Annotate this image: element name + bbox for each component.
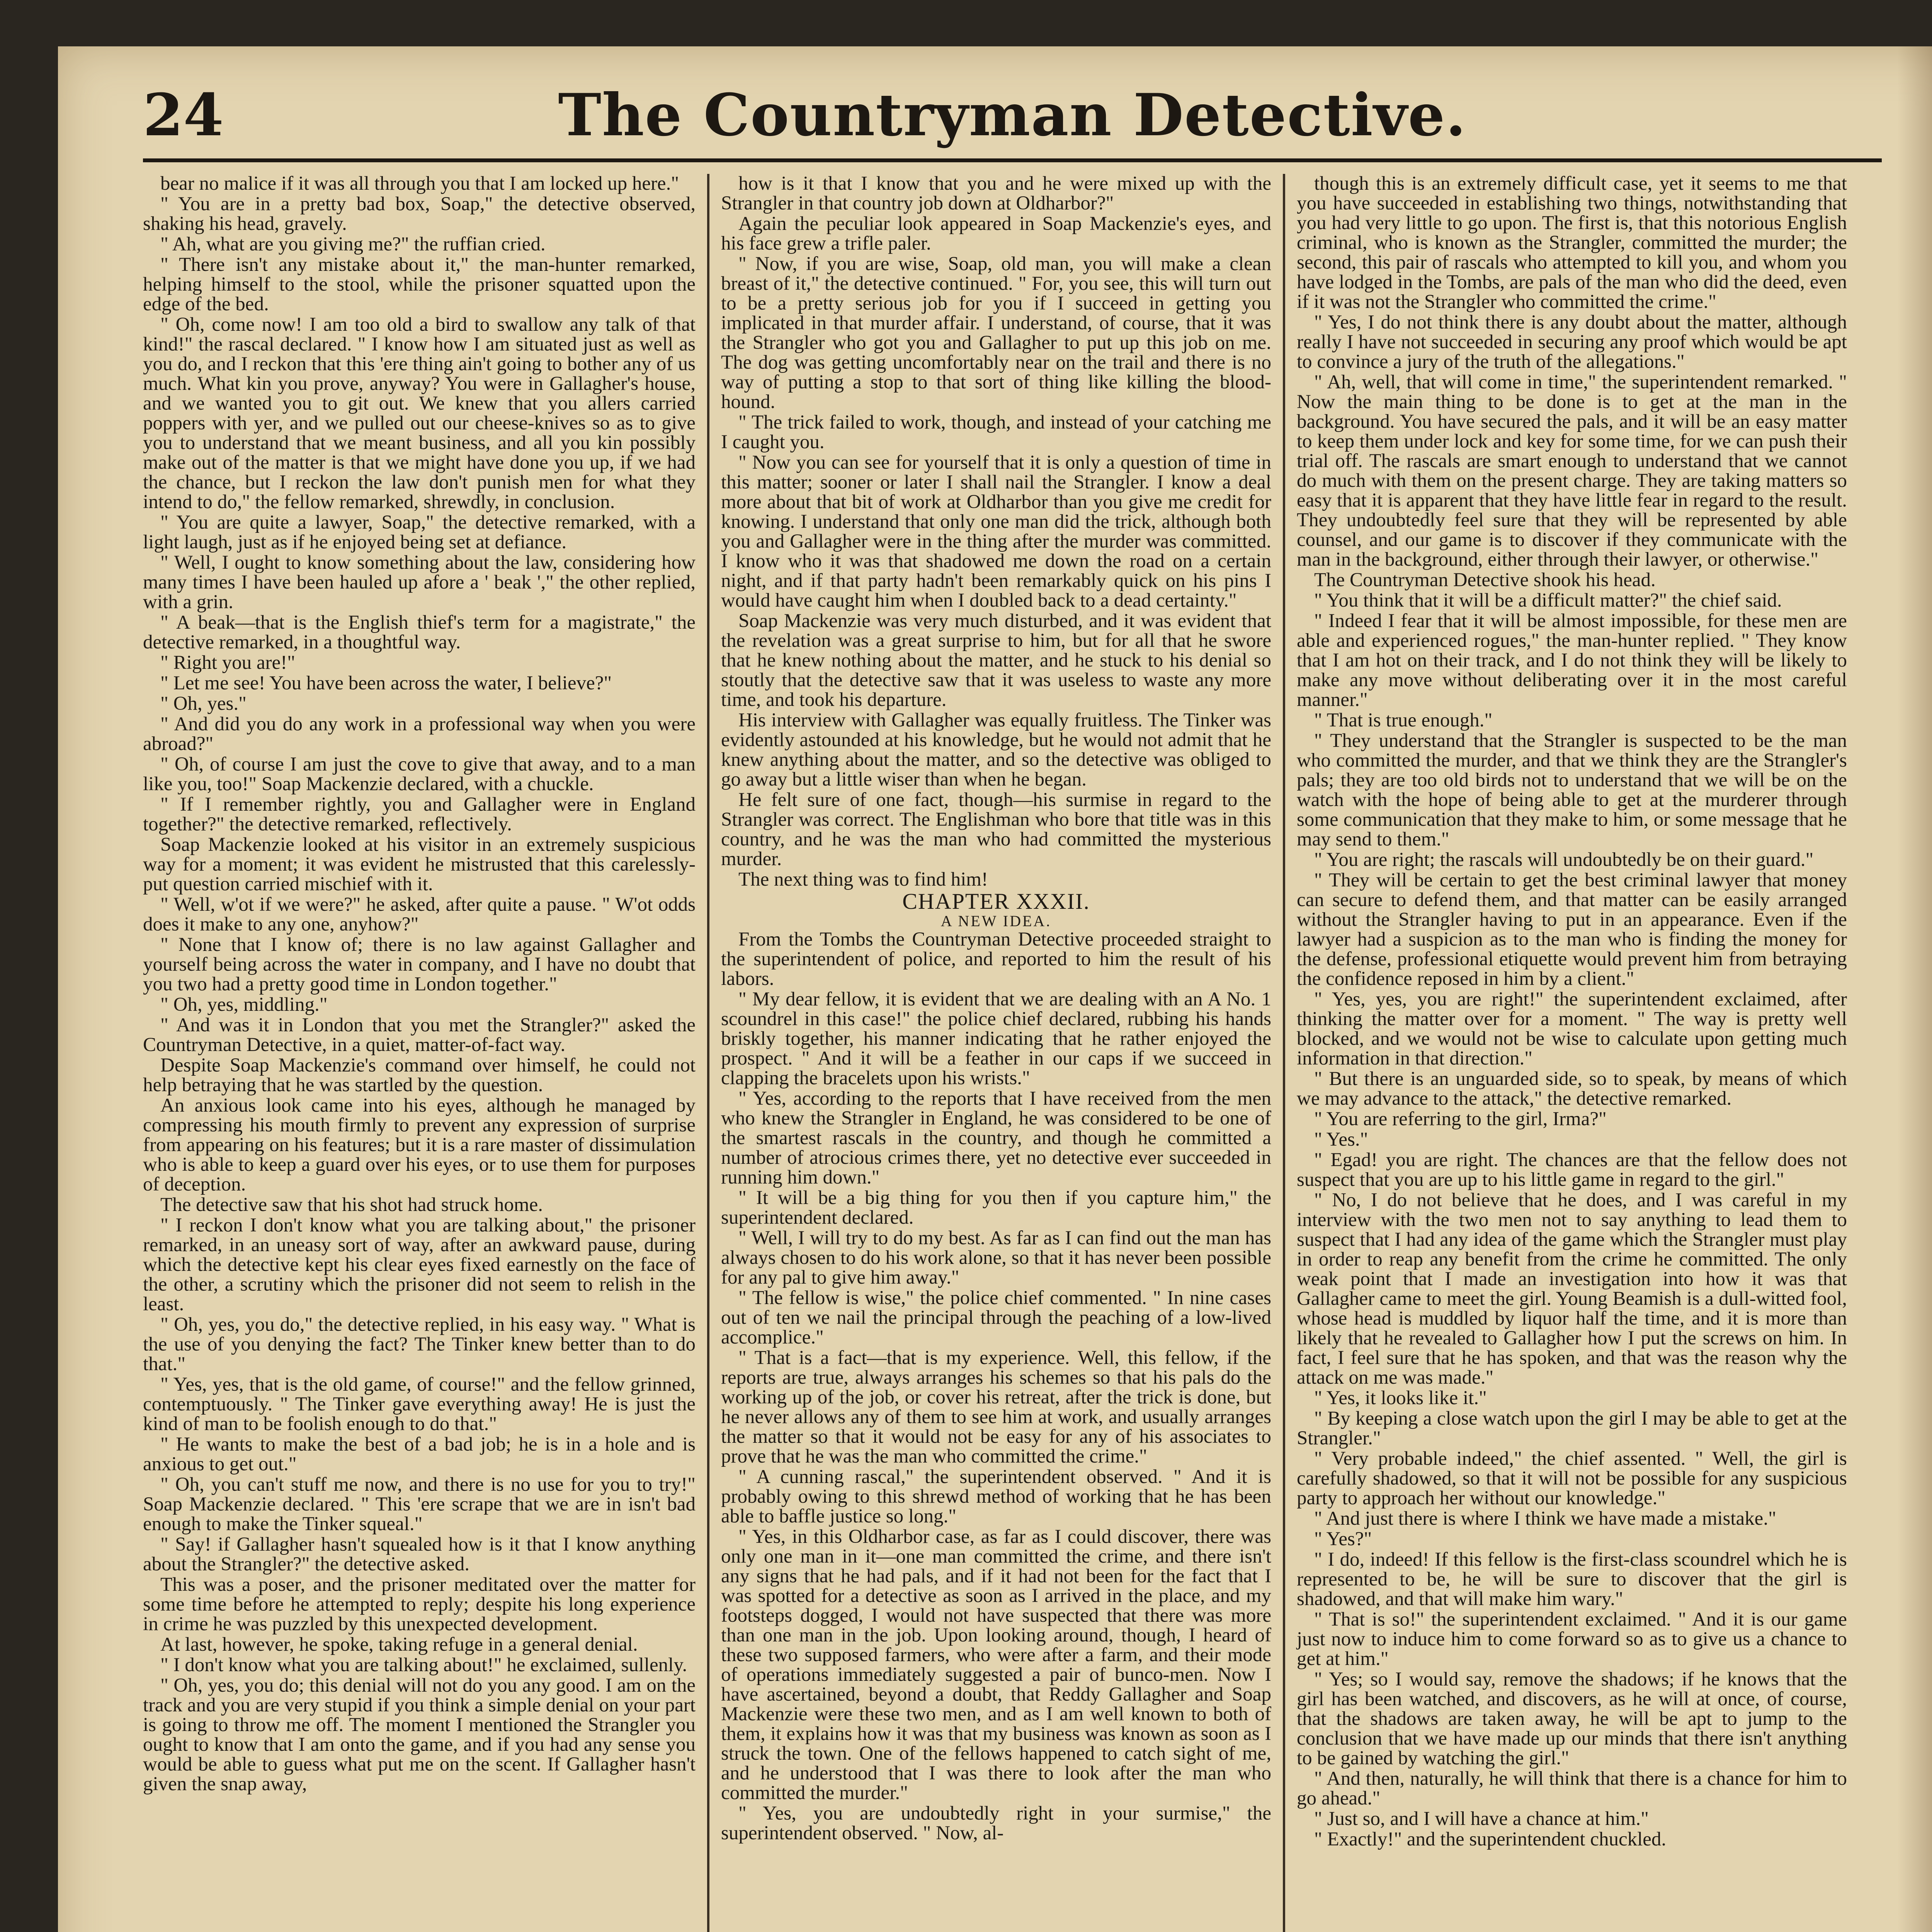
paragraph: " Just so, and I will have a chance at him." (1314, 1808, 1649, 1830)
paragraph: " Egad! you are right. The chances are that the fellow does not suspect that you are up to his little game in regard to the girl." (1297, 1149, 1847, 1190)
paragraph: " But there is an unguarded side, so to speak, by means of which we may advance to the attack," the detective remarked. (1297, 1068, 1847, 1109)
paragraph: " They understand that the Strangler is suspected to be the man who committed the murder, and that we think they are the Strangler's pals; they are too old birds not to understand that we will be on the watch with the hope of being able to get at the murderer through some communication that they make to him, or some message that he may send to them." (1297, 730, 1847, 850)
paragraph: " That is a fact—that is my experience. Well, this fellow, if the reports are true, always arranges his schemes so that his pals do the working up of the job, or cover his retreat, after the trick is done, but he never allows any of them to see him at work, and usually arranges the matter so that it would not be easy for any of his associates to prove that he was the man who committed the crime." (721, 1347, 1271, 1467)
paragraph: " By keeping a close watch upon the girl I may be able to get at the Strangler." (1297, 1408, 1847, 1449)
page-number: 24 (143, 81, 224, 149)
paragraph: " I reckon I don't know what you are talking about," the prisoner remarked, in an uneasy sort of way, after an awkward pause, during which the detective kept his clear eyes fixed earnestly on the face of the other, a scrutiny which the prisoner did not seem to relish in the least. (143, 1214, 696, 1315)
paragraph: " Well, I will try to do my best. As far as I can find out the man has always chosen to do his work alone, so that it has never been possible for any pal to give him away." (721, 1227, 1271, 1288)
paragraph: " And did you do any work in a professional way when you were abroad?" (143, 713, 696, 755)
paragraph: " That is true enough." (1314, 709, 1493, 731)
paragraph: " Now you can see for yourself that it is only a question of time in this matter; sooner or later I shall nail the Strangler. I know a deal more about that bit of work at Oldharbor than you give me credit for knowing. I understand that only one man did the trick, although both you and Gallagher were in the thing after the murder was committed. I know who it was that shadowed me down the road on a certain night, and if that party hadn't been remarkably quick on his pins I would have caught him when I doubled back to a dead certainty." (721, 452, 1271, 611)
paragraph: " Exactly!" and the superintendent chuckled. (1314, 1828, 1667, 1850)
paragraph: " Oh, of course I am just the cove to give that away, and to a man like you, too!" Soap Mackenzie declared, with a chuckle. (143, 753, 696, 795)
paragraph: " There isn't any mistake about it," the man-hunter remarked, helping himself to the stool, while the prisoner squatted upon the edge of the bed. (143, 254, 696, 315)
paragraph: Soap Mackenzie was very much disturbed, and it was evident that the revelation was a great surprise to him, but for all that he swore that he knew nothing about the matter, and he stuck to his denial so stoutly that the detective saw that it was useless to waste any more time, and took his departure. (721, 610, 1271, 711)
paragraph: " Yes?" (1314, 1528, 1372, 1550)
paragraph: " Ah, well, that will come in time," the superintendent remarked. " Now the main thing to be done is to get at the man in the background. You have secured the pals, and it will be an easy matter to keep them under lock and key for some time, for we can push their trial off. The rascals are smart enough to understand that we cannot do much with them on the present charge. They are taking matters so easy that it is apparent that they have little fear in regard to the result. They undoubtedly feel sure that they will be represented by able counsel, and our game is to discover if they communicate with the man in the background, either through their lawyer, or otherwise." (1297, 371, 1847, 570)
paragraph: " Oh, yes, you do," the detective replied, in his easy way. " What is the use of you denying the fact? The Tinker knew better than to do that." (143, 1314, 696, 1375)
column-3 (1283, 174, 1859, 1932)
paragraph: Despite Soap Mackenzie's command over himself, he could not help betraying that he was startled by the question. (143, 1054, 696, 1096)
page-spine-shadow (1897, 46, 1932, 1932)
paragraph: " Very probable indeed," the chief assented. " Well, the girl is carefully shadowed, so that it will not be possible for any suspicious party to approach her without our knowledge." (1297, 1448, 1847, 1509)
paragraph: " Yes, yes, you are right!" the superintendent exclaimed, after thinking the matter over for a moment. " The way is pretty well blocked, and we would not be wise to calculate upon getting much information in that direction." (1297, 988, 1847, 1069)
paragraph: " Yes, it looks like it." (1314, 1387, 1487, 1409)
paragraph: " That is so!" the superintendent exclaimed. " And it is our game just now to induce him to come forward so as to give us a chance to get at him." (1297, 1609, 1847, 1670)
paragraph: This was a poser, and the prisoner meditated over the matter for some time before he attempted to reply; despite his long experience in crime he was puzzled by this unexpected development. (143, 1574, 696, 1635)
paragraph: " Now, if you are wise, Soap, old man, you will make a clean breast of it," the detective continued. " For, you see, this will turn out to be a pretty serious job for you if I succeed in getting you implicated in that murder affair. I understand, of course, that it was the Strangler who got you and Gallagher to put up this job on me. The dog was getting uncomfortably near on the trail and there is no way of putting a stop to that sort of thing like killing the blood-hound. (721, 253, 1271, 413)
running-title: The Countryman Detective. (558, 81, 1467, 149)
paragraph: At last, however, he spoke, taking refuge in a general denial. (160, 1634, 638, 1655)
paragraph: " A cunning rascal," the superintendent observed. " And it is probably owing to this shrewd method of working that he has been able to baffle justice so long." (721, 1466, 1271, 1527)
column-1 (131, 174, 707, 1932)
paragraph: " He wants to make the best of a bad job; he is in a hole and is anxious to get out." (143, 1434, 696, 1475)
paragraph: The next thing was to find him! (738, 869, 988, 890)
paragraph: " Well, w'ot if we were?" he asked, after quite a pause. " W'ot odds does it make to any one, anyhow?" (143, 894, 696, 935)
paragraph: " Well, I ought to know something about the law, considering how many times I have been hauled up afore a ' beak '," the other replied, with a grin. (143, 552, 696, 613)
magazine-page (58, 46, 1932, 1932)
paragraph: Soap Mackenzie looked at his visitor in an extremely suspicious way for a moment; it was evident he mistrusted that this carelessly-put question carried mischief with it. (143, 834, 696, 895)
paragraph: " A beak—that is the English thief's term for a magistrate," the detective remarked, in a thoughtful way. (143, 612, 696, 653)
paragraph: " Yes, yes, that is the old game, of course!" and the fellow grinned, contemptuously. " The Tinker gave everything away! He is just the kind of man to be foolish enough to do that." (143, 1374, 696, 1435)
paragraph: " It will be a big thing for you then if you capture him," the superintendent declared. (721, 1187, 1271, 1228)
chapter-subtitle: A NEW IDEA. (940, 912, 1052, 930)
text-columns (131, 174, 1878, 1932)
paragraph: " They will be certain to get the best criminal lawyer that money can secure to defend them, and that matter can be easily arranged without the Strangler having to put in an appearance. Even if the lawyer had a suspicion as to the man who is finding the money for the defense, professional etiquette would prevent him from betraying the confidence reposed in him by a client." (1297, 869, 1847, 990)
paragraph: " And was it in London that you met the Strangler?" asked the Countryman Detective, in a quiet, matter-of-fact way. (143, 1014, 696, 1056)
paragraph: An anxious look came into his eyes, although he managed by compressing his mouth firmly to prevent any expression of surprise from appearing on his features; but it is a rare master of dissimulation who is able to keep a guard over his eyes, or to use them for purposes of deception. (143, 1095, 696, 1195)
paragraph: He felt sure of one fact, though—his surmise in regard to the Strangler was correct. The Englishman who bore that title was in this country, and he was the man who had committed the mysterious murder. (721, 789, 1271, 870)
chapter-heading: CHAPTER XXXII. (902, 889, 1090, 914)
paragraph: " I do, indeed! If this fellow is the first-class scoundrel which he is represented to be, he will be sure to discover that the girl is shadowed, and that will make him wary." (1297, 1549, 1847, 1610)
paragraph: " The fellow is wise," the police chief commented. " In nine cases out of ten we nail the principal through the peaching of a low-lived accomplice." (721, 1287, 1271, 1348)
paragraph: " Yes, according to the reports that I have received from the men who knew the Strangler in England, he was considered to be one of the smartest rascals in the country, and though he committed a number of atrocious crimes there, yet no detective ever succeeded in running him down." (721, 1088, 1271, 1188)
paragraph: " You are quite a lawyer, Soap," the detective remarked, with a light laugh, just as if he enjoyed being set at defiance. (143, 512, 696, 553)
paragraph: " My dear fellow, it is evident that we are dealing with an A No. 1 scoundrel in this case!" the police chief declared, rubbing his hands briskly together, his manner indicating that he rather enjoyed the prospect. " And it will be a feather in our caps if we succeed in clapping the bracelets upon his wrists." (721, 988, 1271, 1089)
column-2-part-after-chapter (721, 930, 1271, 1843)
paragraph: bear no malice if it was all through you that I am locked up here." (160, 174, 679, 194)
paragraph: " None that I know of; there is no law against Gallagher and yourself being across the water in company, and I have no doubt that you two had a pretty good time in London together." (143, 934, 696, 995)
paragraph: " The trick failed to work, though, and instead of your catching me I caught you. (721, 412, 1271, 453)
paragraph: " And then, naturally, he will think that there is a chance for him to go ahead." (1297, 1768, 1847, 1809)
paragraph: " Oh, yes, middling." (160, 994, 328, 1015)
paragraph: " And just there is where I think we have made a mistake." (1314, 1508, 1776, 1529)
paragraph: " You are in a pretty bad box, Soap," the detective observed, shaking his head, gravely. (143, 193, 696, 235)
paragraph: " Say! if Gallagher hasn't squealed how is it that I know anything about the Strangler?" the detective asked. (143, 1534, 696, 1575)
paragraph: " Yes, you are undoubtedly right in your surmise," the superintendent observed. " Now, al- (721, 1803, 1271, 1844)
paragraph: " I don't know what you are talking about!" he exclaimed, sullenly. (160, 1654, 687, 1676)
paragraph: how is it that I know that you and he were mixed up with the Strangler in that country job down at Oldharbor?" (721, 174, 1271, 214)
column-2 (707, 174, 1283, 1932)
paragraph: " Indeed I fear that it will be almost impossible, for these men are able and experienced rogues," the man-hunter replied. " They know that I am hot on their track, and I do not think they will be likely to make any move without deliberating over it in the most careful manner." (1297, 610, 1847, 711)
column-2-part-before-chapter (721, 174, 1271, 889)
paragraph: " Yes; so I would say, remove the shadows; if he knows that the girl has been watched, and discovers, as he will at once, of course, that the shadows are taken away, he will be apt to jump to the conclusion that we have made up our minds that there isn't anything to be gained by watching the girl." (1297, 1668, 1847, 1769)
paragraph: " Yes, in this Oldharbor case, as far as I could discover, there was only one man in it—one man committed the crime, and there isn't any signs that he had pals, and if it had not been for the fact that I was spotted for a detective as soon as I arrived in the place, and my footsteps dogged, I would not have suspected that there was more than one man in the job. Upon looking around, though, I heard of these two supposed farmers, who were after a farm, and their mode of operations immediately suggested a pair of bunco-men. Now I have ascertained, beyond a doubt, that Reddy Gallagher and Soap Mackenzie were these two men, and as I am well known to both of them, it explains how it was that my business was known as soon as I struck the town. One of the fellows happened to catch sight of me, and he understood that I was there to look after the man who committed the murder." (721, 1526, 1271, 1804)
paragraph: " Yes." (1314, 1129, 1368, 1150)
paragraph: " Oh, yes, you do; this denial will not do you any good. I am on the track and you are very stupid if you think a simple denial on your part is going to throw me off. The moment I mentioned the Strangler you ought to know that I am onto the game, and if you had any sense you would be able to guess what put me on the scent. If Gallagher hasn't given the snap away, (143, 1675, 696, 1795)
paragraph: " If I remember rightly, you and Gallagher were in England together?" the detective remarked, reflectively. (143, 794, 696, 835)
paragraph: " Yes, I do not think there is any doubt about the matter, although really I have not succeeded in securing any proof which would be apt to convince a jury of the truth of the allegations." (1297, 311, 1847, 372)
paragraph: From the Tombs the Countryman Detective proceeded straight to the superintendent of police, and reported to him the result of his labors. (721, 929, 1271, 990)
paragraph: " Oh, come now! I am too old a bird to swallow any talk of that kind!" the rascal declared. " I know how I am situated just as well as you do, and I reckon that this 'ere thing ain't going to bother any of us much. What kin you prove, anyway? You were in Gallagher's house, and we wanted you to git out. We knew that you allers carried poppers with yer, and we pulled out our cheese-knives so as to give you to understand that we meant business, and all you kin possibly make out of the matter is that we might have done you up, if we had the chance, but I reckon the law don't punish men for what they intend to do," the fellow remarked, shrewdly, in conclusion. (143, 314, 696, 513)
paragraph: " Oh, yes." (160, 693, 247, 714)
paragraph: " Ah, what are you giving me?" the ruffian cried. (160, 233, 546, 255)
page-header (143, 73, 1882, 162)
paragraph: though this is an extremely difficult case, yet it seems to me that you have succeeded in establishing two things, notwithstanding that you had very little to go upon. The first is, that this notorious English criminal, who is known as the Strangler, committed the murder; the second, this pair of rascals who attempted to kill you, and whom you have lodged in the Tombs, are pals of the man who did the deed, even if it was not the Strangler who committed the crime." (1297, 174, 1847, 313)
paragraph: " Oh, you can't stuff me now, and there is no use for you to try!" Soap Mackenzie declared. " This 'ere scrape that we are in isn't bad enough to make the Tinker squeal." (143, 1474, 696, 1535)
paragraph: " You think that it will be a difficult matter?" the chief said. (1314, 590, 1782, 611)
paragraph: The Countryman Detective shook his head. (1314, 569, 1656, 591)
paragraph: " Right you are!" (160, 652, 295, 673)
paragraph: His interview with Gallagher was equally fruitless. The Tinker was evidently astounded at his knowledge, but he would not admit that he knew anything about the matter, and so the detective was obliged to go away but a little wiser than when he began. (721, 709, 1271, 790)
paragraph: " You are referring to the girl, Irma?" (1314, 1108, 1607, 1130)
paragraph: Again the peculiar look appeared in Soap Mackenzie's eyes, and his face grew a trifle paler. (721, 213, 1271, 254)
paragraph: " No, I do not believe that he does, and I was careful in my interview with the two men not to say anything to lead them to suspect that I had any idea of the game which the Strangler must play in order to reap any benefit from the crime he committed. The only weak point that I made an investigation into how it was that Gallagher came to meet the girl. Young Beamish is a dull-witted fool, whose head is muddled by liquor half the time, and it is more than likely that he revealed to Gallagher how I put the screws on him. In fact, I feel sure that he has spoken, and that was the reason why the attack on me was made." (1297, 1189, 1847, 1388)
paragraph: " You are right; the rascals will undoubtedly be on their guard." (1314, 849, 1814, 871)
paragraph: The detective saw that his shot had struck home. (160, 1194, 543, 1216)
paragraph: " Let me see! You have been across the water, I believe?" (160, 672, 612, 694)
